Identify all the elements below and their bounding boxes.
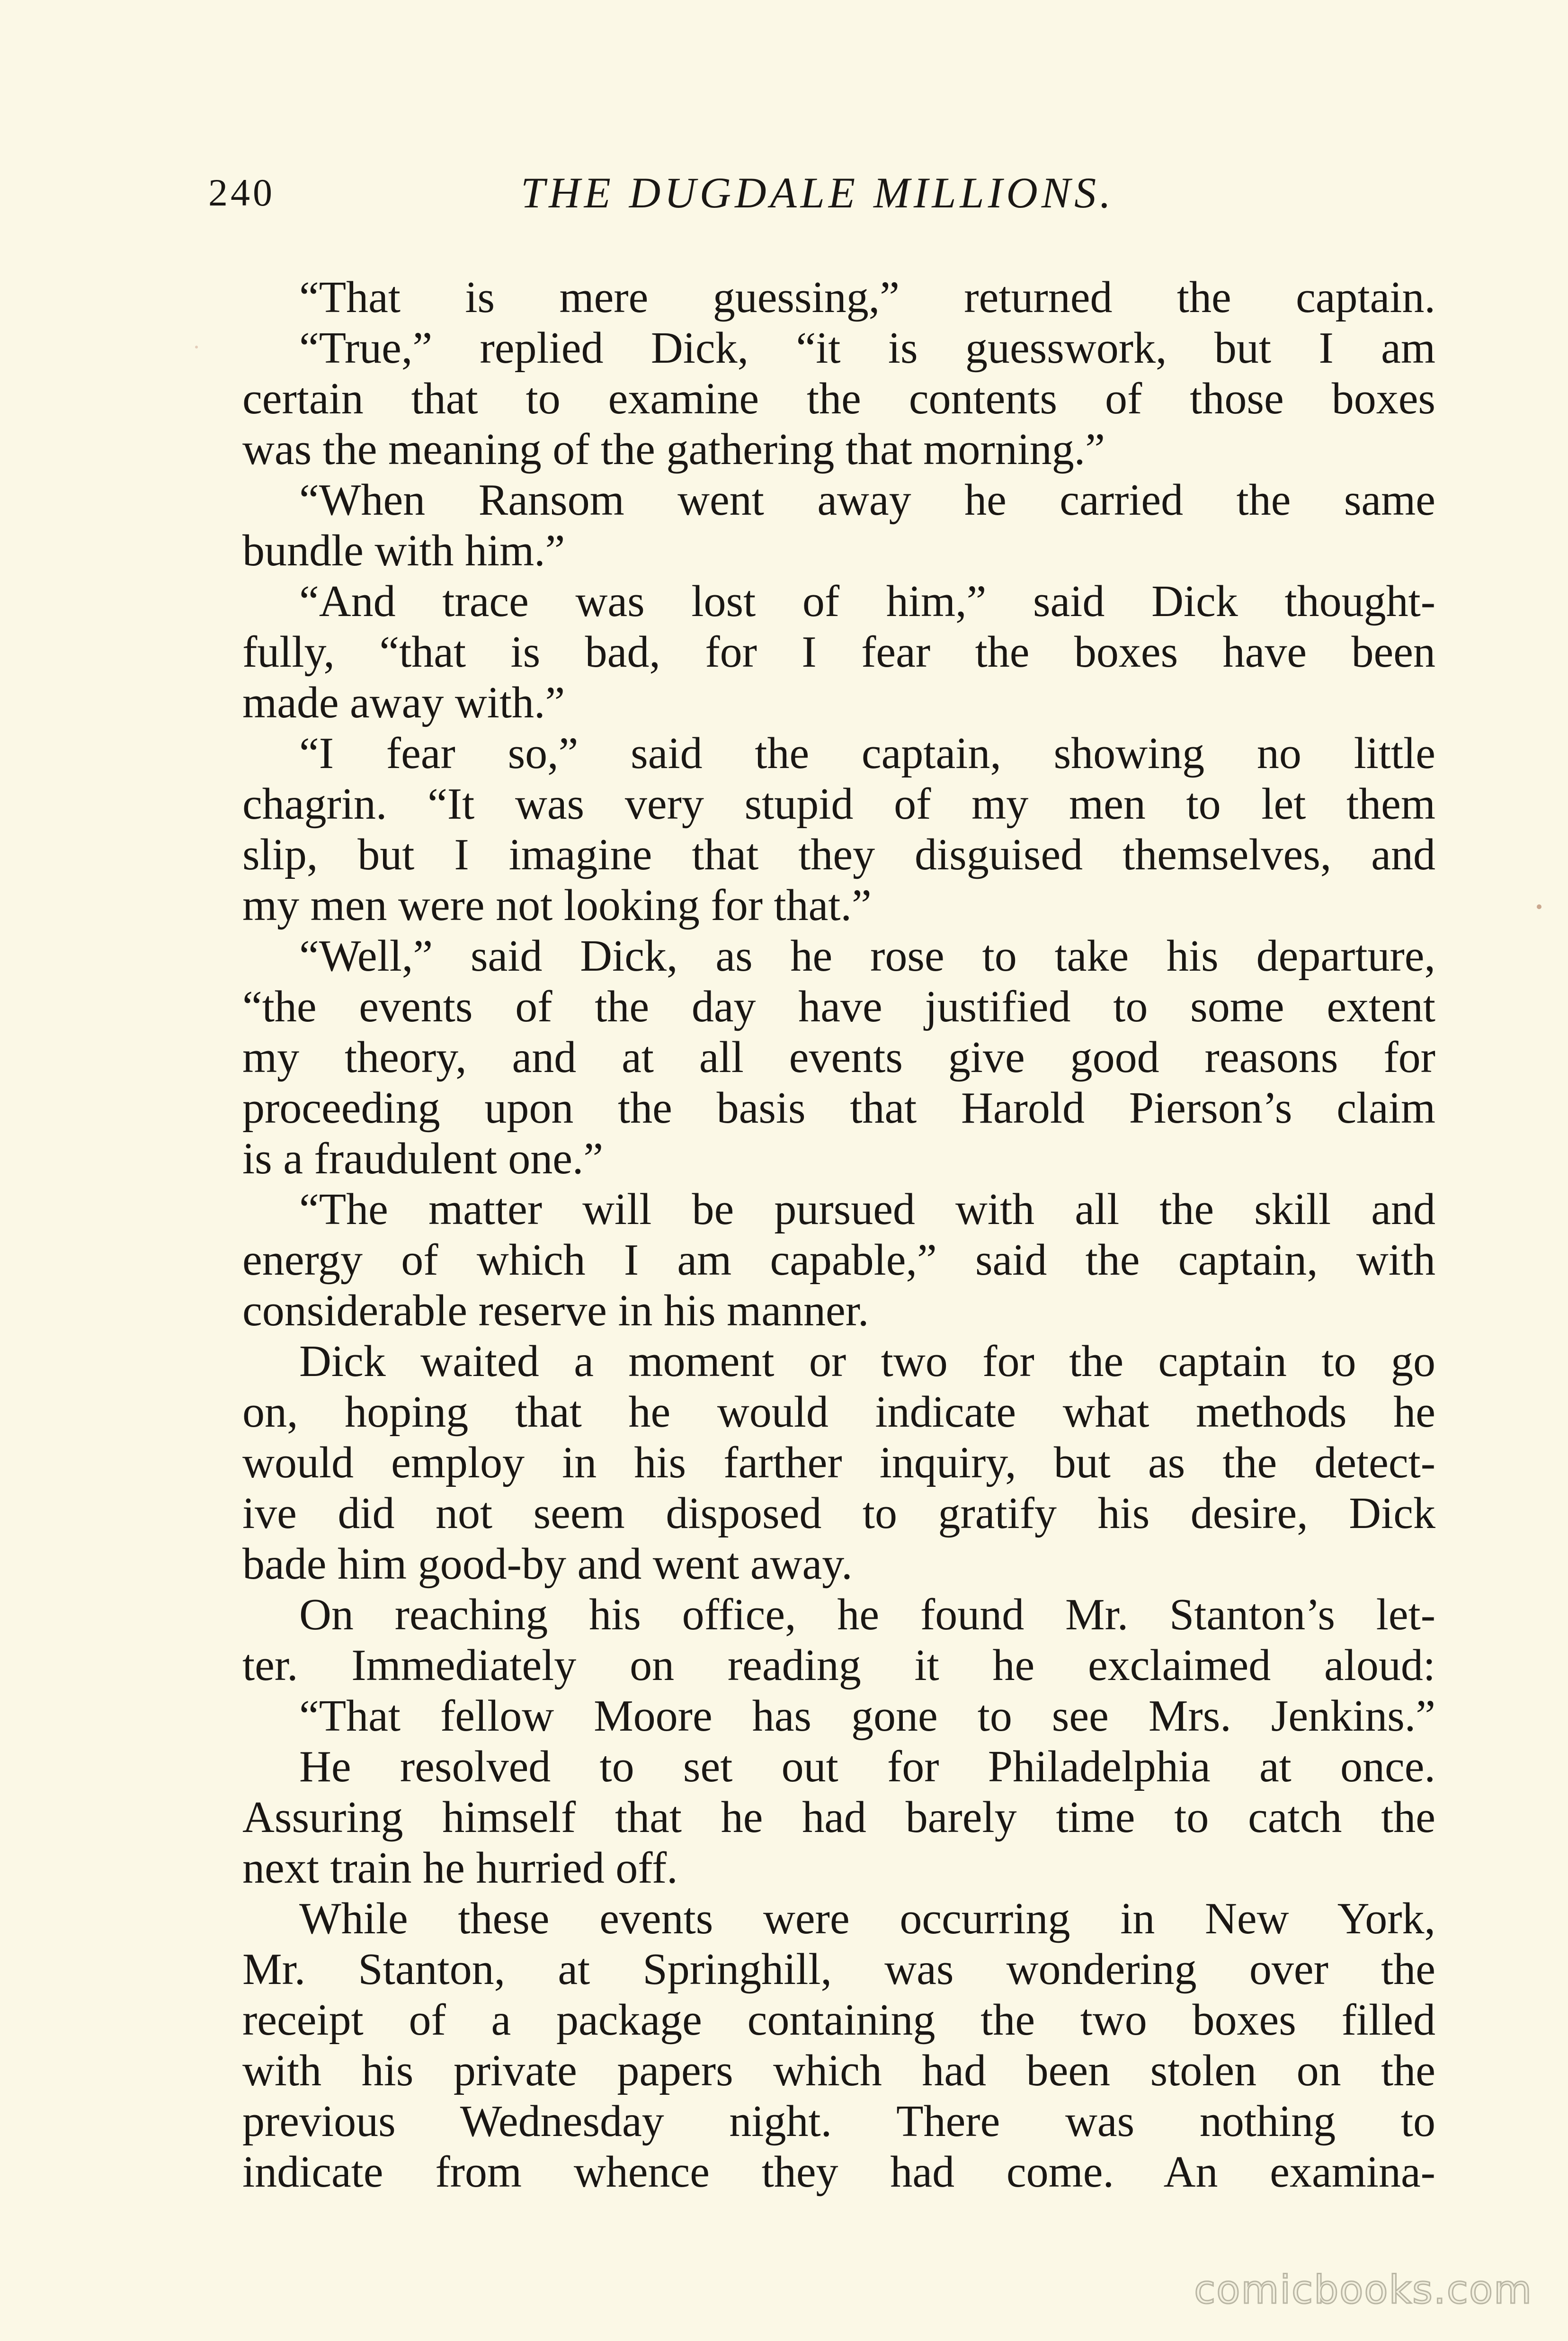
text-line: bundle with him.”: [242, 526, 565, 575]
text-line: While these events were occurring in New York,: [299, 1894, 1435, 1943]
text-line: with his private papers which had been stolen on the: [242, 2046, 1435, 2095]
text-line: proceeding upon the basis that Harold Pierson’s claim: [242, 1083, 1435, 1133]
text-line: was the meaning of the gathering that morning.”: [242, 425, 1105, 474]
text-line: “And trace was lost of him,” said Dick thought-: [299, 577, 1435, 626]
text-line: Assuring himself that he had barely time to catch the: [242, 1793, 1435, 1842]
text-line: Mr. Stanton, at Springhill, was wondering over the: [242, 1945, 1435, 1994]
watermark-logo: comicbooks.com: [1194, 2268, 1532, 2313]
text-line: would employ in his farther inquiry, but as the detect-: [242, 1438, 1435, 1487]
page-header: [208, 170, 1439, 232]
paper-speck: [1537, 904, 1541, 909]
text-line: indicate from whence they had come. An examina-: [242, 2147, 1435, 2197]
text-line: chagrin. “It was very stupid of my men to let them: [242, 779, 1435, 829]
text-line: “When Ransom went away he carried the same: [299, 475, 1435, 525]
text-line: “That fellow Moore has gone to see Mrs. Jenkins.”: [299, 1691, 1435, 1741]
text-line: “True,” replied Dick, “it is guesswork, but I am: [299, 323, 1435, 373]
text-line: “The matter will be pursued with all the skill and: [299, 1185, 1435, 1234]
text-line: considerable reserve in his manner.: [242, 1286, 869, 1335]
text-line: slip, but I imagine that they disguised themselves, and: [242, 830, 1435, 879]
text-line: receipt of a package containing the two boxes filled: [242, 1995, 1435, 2045]
text-line: previous Wednesday night. There was nothing to: [242, 2097, 1435, 2146]
text-line: “That is mere guessing,” returned the captain.: [299, 273, 1435, 322]
paper-speck: [195, 346, 198, 348]
text-line: my theory, and at all events give good reasons for: [242, 1033, 1435, 1082]
text-line: next train he hurried off.: [242, 1843, 678, 1893]
text-line: “the events of the day have justified to some extent: [242, 982, 1435, 1031]
text-line: is a fraudulent one.”: [242, 1134, 604, 1183]
text-line: my men were not looking for that.”: [242, 881, 872, 930]
text-line: on, hoping that he would indicate what methods he: [242, 1387, 1435, 1437]
text-line: certain that to examine the contents of those boxes: [242, 374, 1435, 423]
text-line: made away with.”: [242, 678, 565, 727]
running-title: THE DUGDALE MILLIONS.: [521, 169, 1115, 217]
text-line: fully, “that is bad, for I fear the boxes have been: [242, 627, 1435, 677]
page-number: 240: [208, 171, 275, 214]
body-text: [242, 272, 1435, 2198]
text-line: Dick waited a moment or two for the captain to go: [299, 1337, 1435, 1386]
text-line: energy of which I am capable,” said the captain, with: [242, 1235, 1435, 1285]
text-line: ter. Immediately on reading it he exclaimed aloud:: [242, 1641, 1435, 1690]
text-line: On reaching his office, he found Mr. Stanton’s let-: [299, 1590, 1435, 1639]
text-line: He resolved to set out for Philadelphia at once.: [299, 1742, 1435, 1791]
text-line: ive did not seem disposed to gratify his desire, Dick: [242, 1489, 1435, 1538]
text-line: “I fear so,” said the captain, showing no little: [299, 729, 1435, 778]
text-line: “Well,” said Dick, as he rose to take his departure,: [299, 931, 1435, 981]
text-line: bade him good-by and went away.: [242, 1539, 853, 1589]
